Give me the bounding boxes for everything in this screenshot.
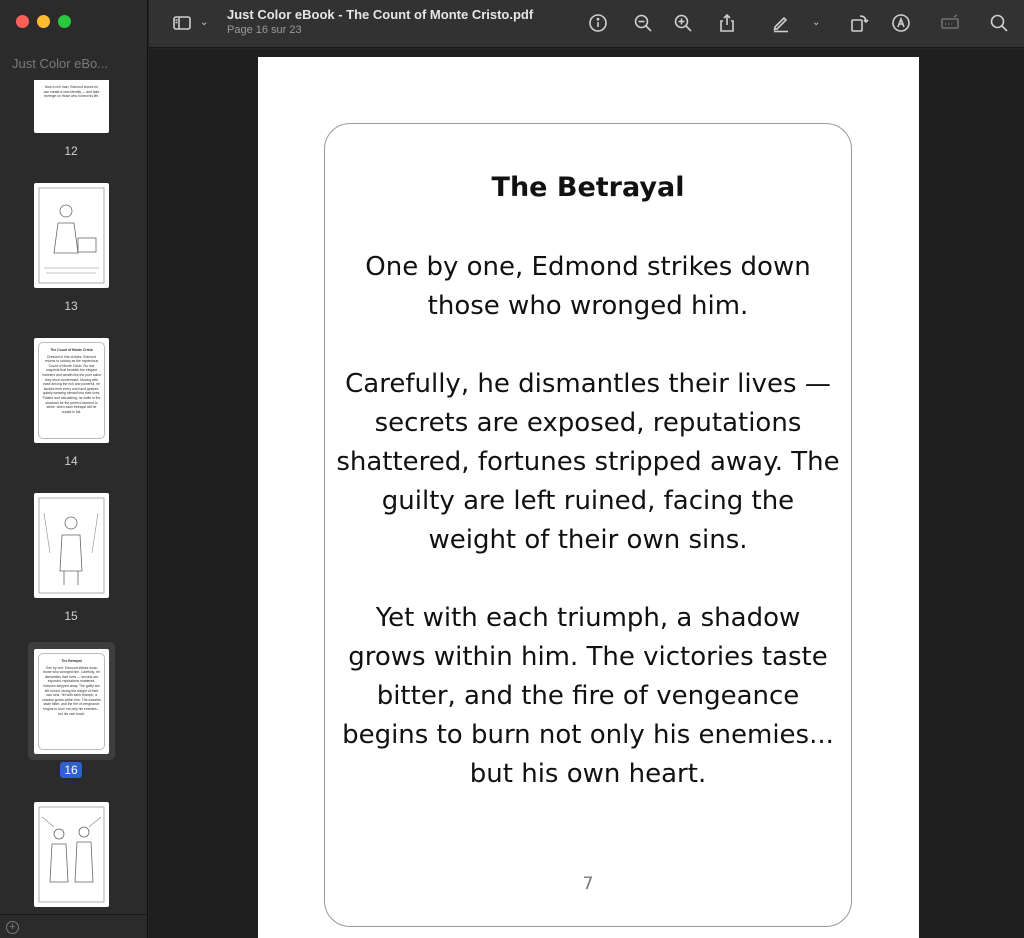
thumbnail-image xyxy=(34,493,109,598)
rotate-icon xyxy=(849,13,869,33)
page-number: 7 xyxy=(582,874,594,894)
page-heading: The Betrayal xyxy=(491,172,685,203)
sidebar-footer xyxy=(0,914,148,938)
coloring-illustration-icon xyxy=(34,183,109,288)
annotate-button[interactable] xyxy=(888,11,914,35)
toolbar xyxy=(149,0,1024,48)
close-window-button[interactable] xyxy=(16,15,29,28)
info-button[interactable] xyxy=(585,11,611,35)
page-indicator: Page 16 sur 23 xyxy=(227,24,302,36)
chevron-down-icon[interactable]: ⌄ xyxy=(200,17,209,28)
window-controls xyxy=(16,15,71,28)
zoom-out-icon xyxy=(633,13,653,33)
thumbnail-text xyxy=(42,348,101,414)
add-page-icon[interactable]: + xyxy=(6,921,19,934)
zoom-in-button[interactable] xyxy=(670,11,696,35)
thumbnail-heading: The Count of Monte Cristo xyxy=(50,348,93,352)
search-button[interactable] xyxy=(986,11,1012,35)
thumbnail-image xyxy=(34,183,109,288)
share-icon xyxy=(717,13,737,33)
pdf-page xyxy=(258,57,919,938)
markup-button[interactable] xyxy=(768,11,794,35)
share-button[interactable] xyxy=(714,11,740,35)
thumbnail-image xyxy=(34,802,109,907)
thumbnail-image xyxy=(34,338,109,443)
sidebar-toggle-button[interactable] xyxy=(169,11,195,35)
thumbnail-text xyxy=(42,659,101,716)
thumbnail-heading: The Betrayal xyxy=(61,659,82,663)
sidebar-title: Just Color eBo... xyxy=(12,56,109,71)
rotate-button[interactable] xyxy=(846,11,872,35)
zoom-in-icon xyxy=(673,13,693,33)
document-view[interactable] xyxy=(149,49,1024,938)
pen-icon xyxy=(771,13,791,33)
thumbnail-page-number: 15 xyxy=(64,609,78,623)
thumbnail-image xyxy=(34,80,109,133)
zoom-out-button[interactable] xyxy=(630,11,656,35)
maximize-window-button[interactable] xyxy=(58,15,71,28)
minimize-window-button[interactable] xyxy=(37,15,50,28)
thumbnail-page-number: 14 xyxy=(64,454,78,468)
paragraph-3: Yet with each triumph, a shadow grows within him. The victories taste bitter, and the fire of vengeance begins to burn not only his enemies... but his own heart. xyxy=(342,603,834,789)
thumbnail-list[interactable] xyxy=(0,80,148,913)
thumbnail-page-number: 13 xyxy=(64,299,78,313)
search-icon xyxy=(989,13,1009,33)
paragraph-2: Carefully, he dismantles their lives — secrets are exposed, reputations shattered, fortunes stripped away. The guilty are left ruined, facing the weight of their own sins. xyxy=(336,369,840,555)
paragraph-1: One by one, Edmond strikes down those who wronged him. xyxy=(365,252,811,321)
info-icon xyxy=(588,13,608,33)
coloring-illustration-icon xyxy=(34,802,109,907)
thumbnail-page-number xyxy=(0,763,142,777)
thumbnail-text: Now a rich man, Edmond knows he can create a new identity — and take revenge on those who ruined his life. xyxy=(43,85,100,99)
form-icon xyxy=(940,13,960,33)
form-fill-button[interactable] xyxy=(937,11,963,35)
text-card xyxy=(324,123,852,927)
document-title: Just Color eBook - The Count of Monte Cristo.pdf xyxy=(227,7,534,22)
markup-circle-icon xyxy=(891,13,911,33)
sidebar-icon xyxy=(172,13,192,33)
thumbnail-page-number: 12 xyxy=(64,144,78,158)
thumbnail-image xyxy=(34,649,109,754)
thumbnail-body: Dressed in fine clothes, Edmond returns to society as the mysterious Count of Monte Cristo. No one suspects that beneath the elegant manners and wealth lies the poor sailor they once condemned. Moving with ease among the rich and powerful, he studies their every word and gesture, quietly weaving himself into their lives. Patient and calculating, he waits in the shadows for the perfect moment to strike, when each betrayal will be repaid in full. xyxy=(42,354,101,414)
selected-page-badge: 16 xyxy=(60,762,81,778)
chevron-down-icon[interactable]: ⌄ xyxy=(812,17,821,28)
thumbnail-body: One by one, Edmond strikes down those who wronged him. Carefully, he dismantles their lives — secrets are exposed, reputations shattered, fortunes stripped away. The guilty are left ruined, facing the weight of their own sins. Yet with each triumph, a shadow grows within him. The victories taste bitter, and the fire of vengeance begins to burn not only his enemies... but his own heart. xyxy=(42,665,101,716)
thumbnail-sidebar xyxy=(0,0,148,938)
coloring-illustration-icon xyxy=(34,493,109,598)
